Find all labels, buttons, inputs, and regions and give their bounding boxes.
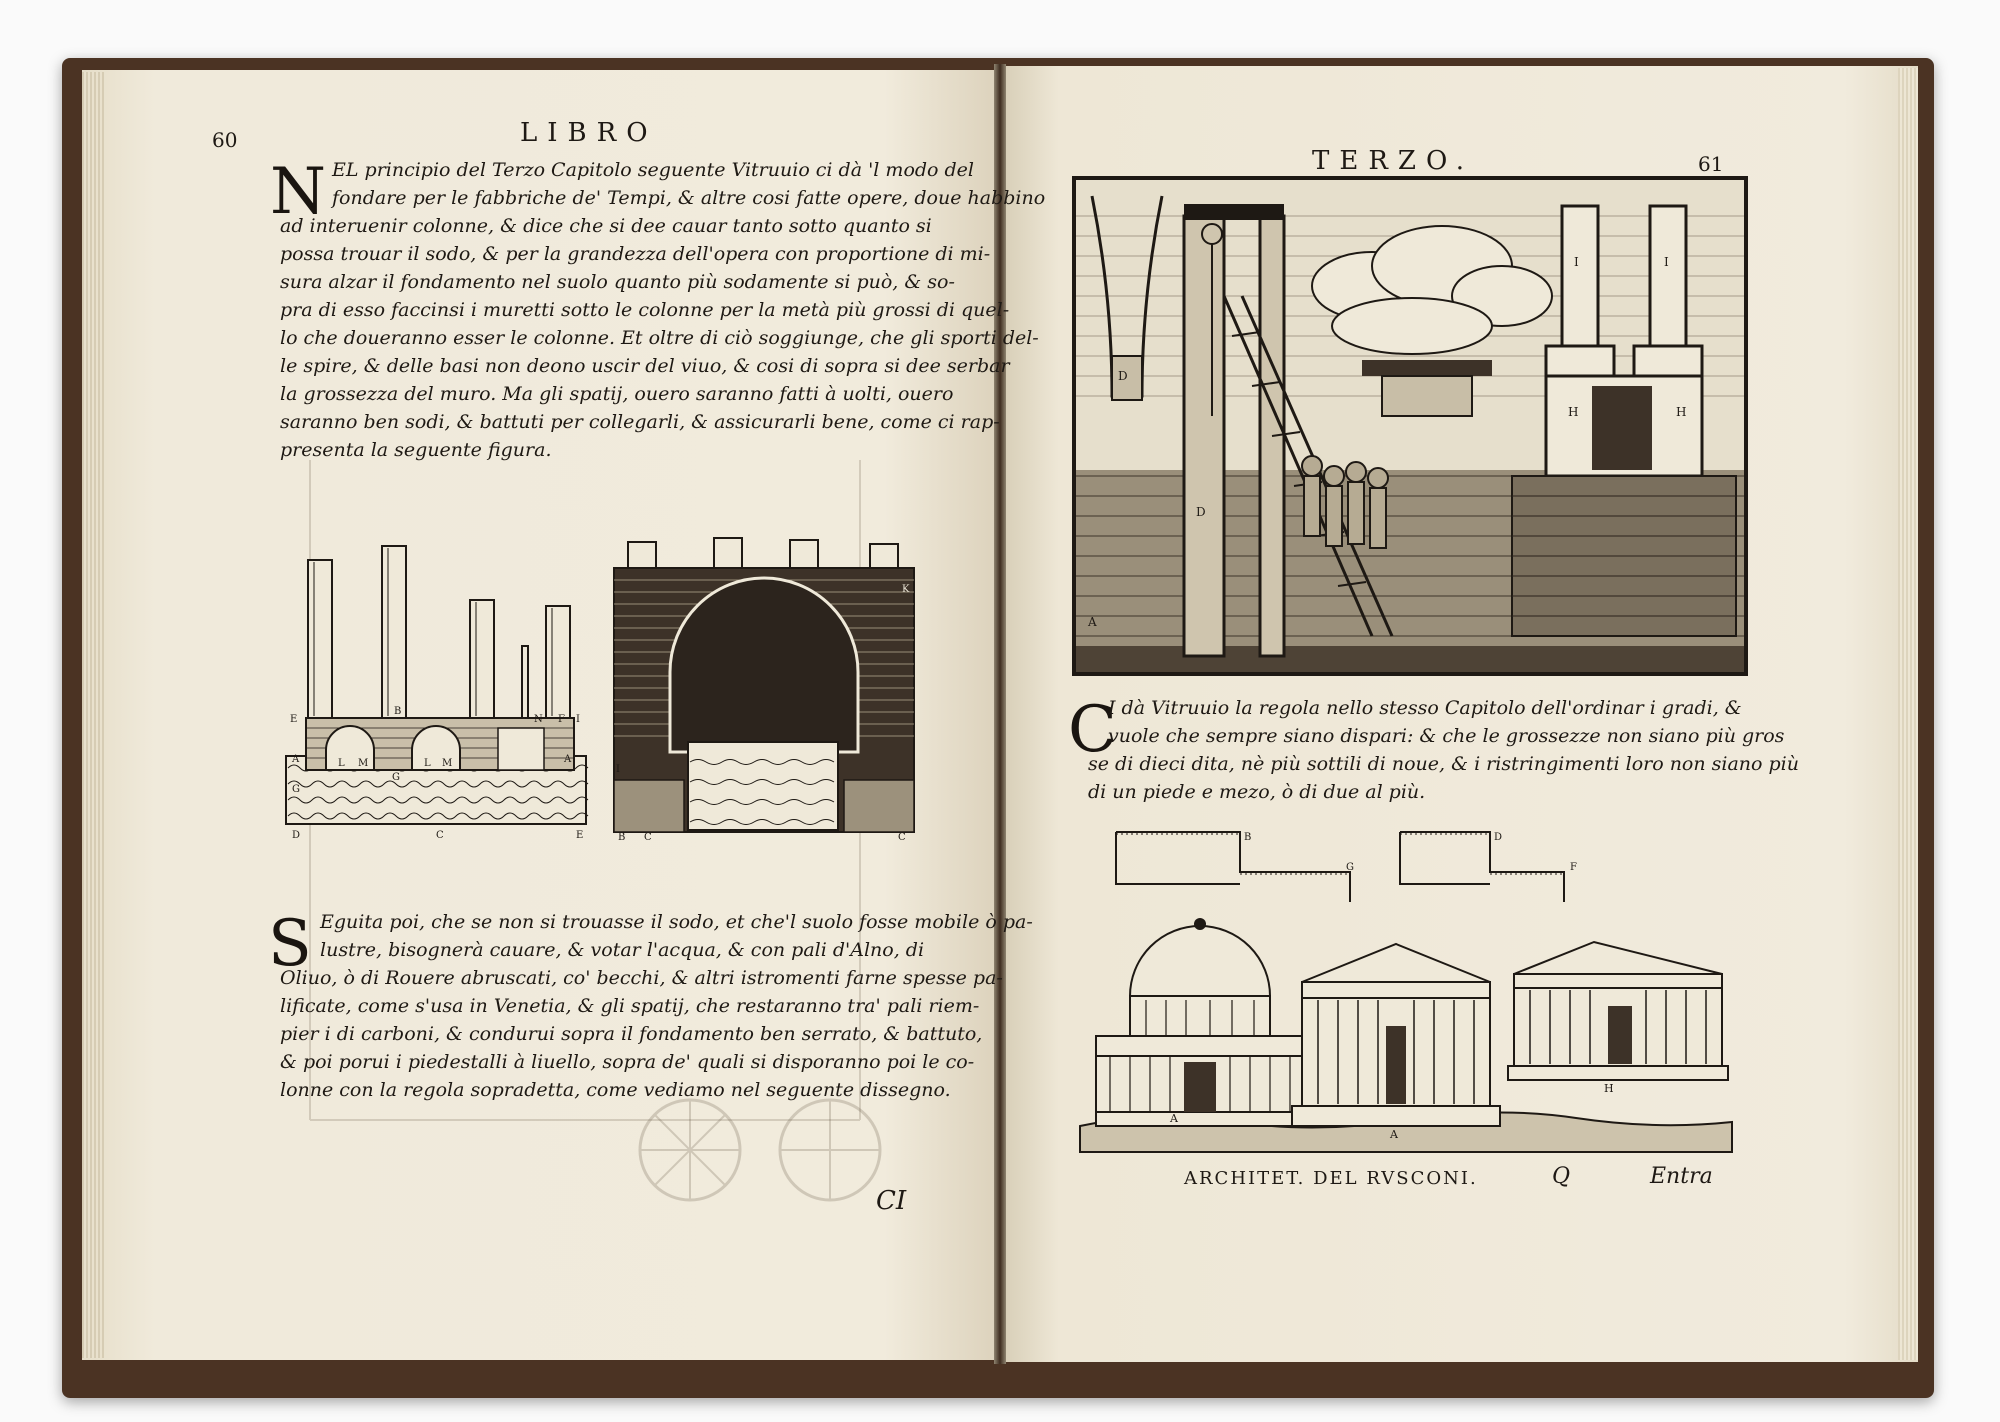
fig-label: I bbox=[616, 764, 620, 775]
footer-caption: ARCHITET. DEL RVSCONI. bbox=[1184, 1168, 1478, 1189]
fig-label: D bbox=[1118, 369, 1128, 383]
text-line: le spire, & delle basi non deono uscir del viuo, & cosi di sopra si dee serbar bbox=[280, 355, 1010, 377]
left-page-edges bbox=[82, 72, 104, 1358]
fig-label: G bbox=[292, 784, 300, 795]
fig-label: A bbox=[1088, 615, 1097, 629]
drop-cap-s: S bbox=[268, 907, 312, 981]
fig-label: B bbox=[394, 706, 402, 717]
fig-label: B bbox=[1244, 832, 1252, 843]
fig-label: A bbox=[292, 754, 300, 765]
fig-label: M bbox=[442, 758, 453, 769]
signature-mark: CI bbox=[876, 1186, 907, 1216]
right-folio-number: 61 bbox=[1698, 152, 1724, 176]
right-running-head: TERZO. bbox=[1312, 146, 1475, 176]
text-line: ad interuenir colonne, & dice che si dee cauar tanto sotto quanto si bbox=[280, 215, 932, 237]
text-line: lustre, bisognerà cauare, & votar l'acqua, & con pali d'Alno, di bbox=[320, 939, 925, 961]
text-line: se di dieci dita, nè più sottili di noue, & i ristringimenti loro non siano più bbox=[1088, 753, 1799, 775]
fig-label: D bbox=[292, 830, 301, 841]
text-line: Oliuo, ò di Rouere abruscati, co' becchi, & altri istromenti farne spesse pa- bbox=[280, 967, 1003, 989]
left-folio-number: 60 bbox=[212, 128, 238, 152]
text-line: lificate, come s'usa in Venetia, & gli spatij, che restaranno tra' pali riem- bbox=[280, 995, 980, 1017]
text-line: EL principio del Terzo Capitolo seguente Vitruuio ci dà 'l modo del bbox=[332, 159, 975, 181]
drop-cap-c: C bbox=[1068, 693, 1117, 767]
fig-label: H bbox=[1676, 405, 1687, 419]
woodcut-arch-foundation bbox=[608, 522, 928, 842]
fig-label: H bbox=[1568, 405, 1579, 419]
left-paragraph-1 bbox=[280, 156, 1045, 464]
woodcut-pile-driver bbox=[1072, 176, 1748, 676]
left-running-head: LIBRO bbox=[520, 118, 658, 148]
right-paragraph-1 bbox=[1088, 694, 1799, 806]
fig-label: C bbox=[436, 830, 444, 841]
text-line: Eguita poi, che se non si trouasse il sodo, et che'l suolo fosse mobile ò pa- bbox=[320, 911, 1033, 933]
text-line: fondare per le fabbriche de' Tempi, & altre cosi fatte opere, doue habbino bbox=[332, 187, 1046, 209]
fig-label: D bbox=[1196, 505, 1206, 519]
text-line: pra di esso faccinsi i muretti sotto le colonne per la metà più grossi di quel- bbox=[280, 299, 1010, 321]
right-page-edges bbox=[1898, 68, 1918, 1360]
steps-diagram bbox=[1110, 826, 1590, 906]
fig-label: C bbox=[644, 832, 652, 842]
fig-label: E bbox=[290, 714, 298, 725]
fig-label: N bbox=[534, 714, 543, 725]
fig-label: I bbox=[1664, 255, 1669, 269]
fig-label: B bbox=[618, 832, 626, 842]
text-line: lo che doueranno esser le colonne. Et oltre di ciò soggiunge, che gli sporti del- bbox=[280, 327, 1039, 349]
drop-cap-n: N bbox=[270, 155, 326, 229]
fig-label: I bbox=[1574, 255, 1579, 269]
catchword: Entra bbox=[1650, 1164, 1713, 1189]
text-line: I dà Vitruuio la regola nello stesso Capitolo dell'ordinar i gradi, & bbox=[1108, 697, 1742, 719]
fig-label: G bbox=[392, 772, 400, 783]
fig-label: A bbox=[564, 754, 572, 765]
text-line: di un piede e mezo, ò di due al più. bbox=[1088, 781, 1426, 803]
fig-label: L bbox=[424, 758, 431, 769]
fig-label: H bbox=[1604, 1082, 1614, 1095]
fig-label: F bbox=[1570, 862, 1577, 873]
fig-label: L bbox=[338, 758, 345, 769]
text-line: vuole che sempre siano dispari: & che le grossezze non siano più gros bbox=[1108, 725, 1785, 747]
fig-label: D bbox=[1494, 832, 1503, 843]
fig-label: A bbox=[1170, 1112, 1178, 1125]
fig-label: K bbox=[902, 584, 910, 595]
text-line: & poi porui i piedestalli à liuello, sopra de' quali si disporanno poi le co- bbox=[280, 1051, 975, 1073]
text-line: sura alzar il fondamento nel suolo quanto più sodamente si può, & so- bbox=[280, 271, 955, 293]
text-line: presenta la seguente figura. bbox=[280, 439, 552, 461]
woodcut-temples bbox=[1076, 896, 1736, 1156]
signature-q: Q bbox=[1552, 1164, 1571, 1189]
fig-label: G bbox=[1346, 862, 1354, 873]
fig-label: M bbox=[358, 758, 369, 769]
woodcut-columns-foundation bbox=[278, 528, 598, 848]
fig-label: E bbox=[576, 830, 584, 841]
text-line: saranno ben sodi, & battuti per collegarli, & assicurarli bene, come ci rap- bbox=[280, 411, 1000, 433]
fig-label: A bbox=[1390, 1128, 1398, 1141]
text-line: lonne con la regola sopradetta, come vediamo nel seguente dissegno. bbox=[280, 1079, 951, 1101]
text-line: la grossezza del muro. Ma gli spatij, ouero saranno fatti à uolti, ouero bbox=[280, 383, 954, 405]
text-line: possa trouar il sodo, & per la grandezza dell'opera con proportione di mi- bbox=[280, 243, 991, 265]
left-paragraph-2 bbox=[280, 908, 1033, 1104]
fig-label: I bbox=[576, 714, 580, 725]
fig-label: C bbox=[898, 832, 906, 842]
text-line: pier i di carboni, & condurui sopra il fondamento ben serrato, & battuto, bbox=[280, 1023, 983, 1045]
fig-label: F bbox=[558, 714, 565, 725]
